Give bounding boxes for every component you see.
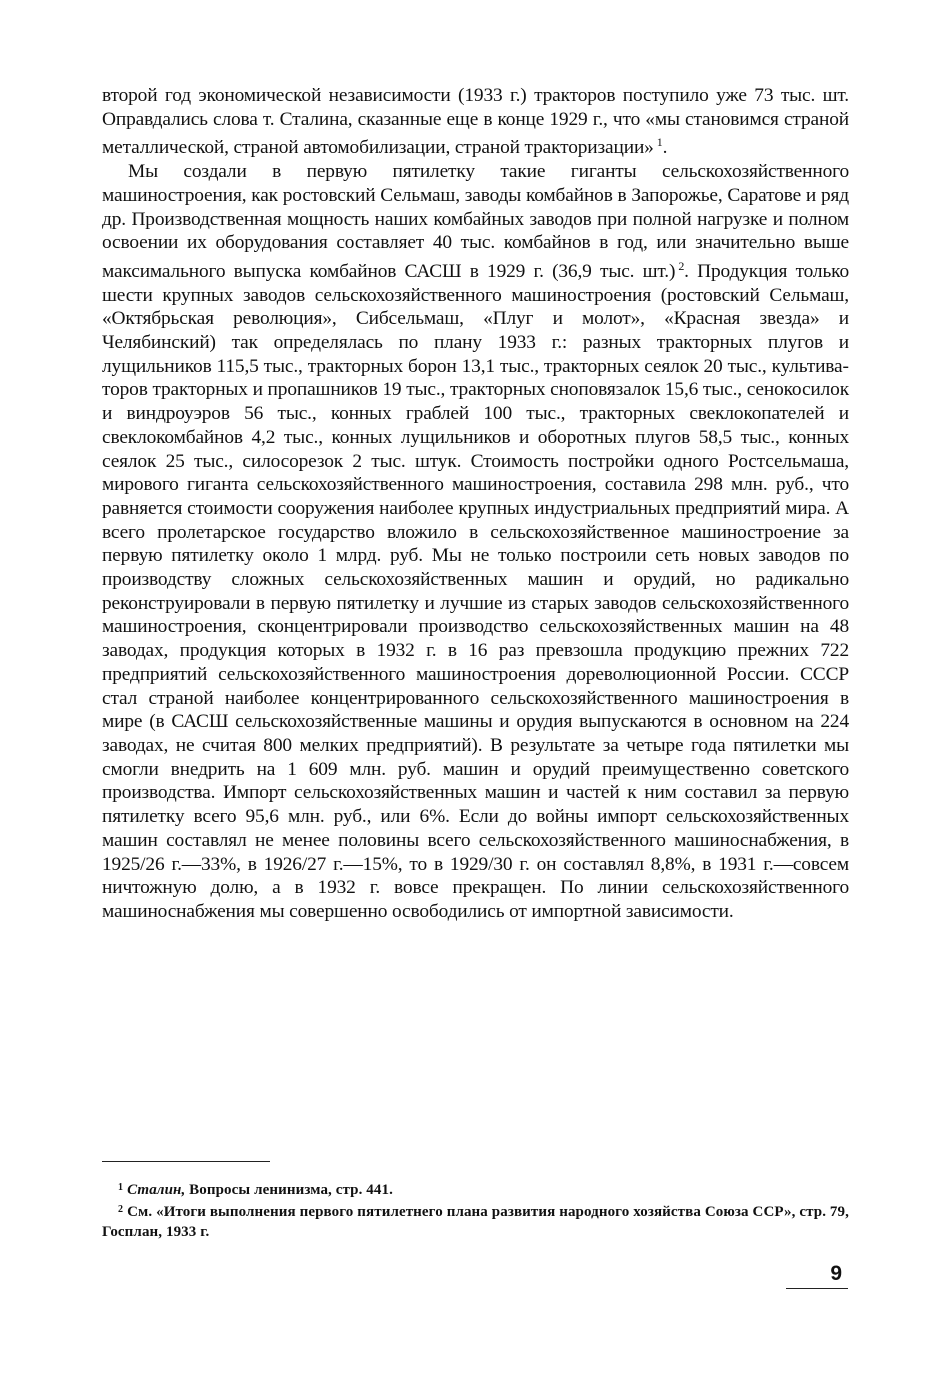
footnote-2 (102, 1200, 849, 1242)
main-text (102, 84, 849, 924)
footnote-1 (102, 1178, 849, 1200)
paragraph-2 (102, 160, 849, 924)
paragraph-2-text-b: . Продукция только шести крупных заводов сельскохозяйственного машиностроения (ростовский Сельмаш, «Октябрьская революция», Сибсельмаш, «Плуг и молот», «Красная звезда» и Челябинский) так определялась по плану 1933 г.: разных тракторных плугов и лущильников 115,5 тыс., тракторных борон 13,1 тыс., тракторных сеялок 20 тыс., культиваторов тракторных и пропашников 19 тыс., тракторных сноповязалок 15,6 тыс., сенокосилок и виндроуэров 56 тыс., конных граблей 100 тыс., тракторных свеклокопателей и свеклокомбайнов 4,2 тыс., конных лущильников и оборотных плугов 58,5 тыс., конных сеялок 25 тыс., силосорезок 2 тыс. штук. Стоимость постройки одного Ростсельмаша, мирового гиганта сельскохозяйственного машиностроения, составила 298 млн. руб., что равняется стоимости сооружения наиболее крупных индустриальных предприятий мира. А всего пролетарское государство вложило в сельскохозяйственное машиностроение за первую пятилетку около 1 млрд. руб. Мы не только построили сеть новых заводов по производству сложных сельскохозяйственных машин и орудий, но радикально реконструировали в первую пятилетку и лучшие из старых заводов сельскохозяйственного машиностроения, сконцентрировали производство сельскохозяйственных машин на 48 заводах, продукция которых в 1932 г. в 16 раз превзошла продукцию прежних 722 предприятий сельскохозяйственного машиностроения дореволюционной России. СССР стал страной наиболее концентрированного сельскохозяйственного машиностроения в мире (в САСШ сельскохозяйственные машины и орудия выпускаются в основном на 224 заводах, не считая 800 мелких предприятий). В результате за четыре года пятилетки мы смогли внедрить на 1 609 млн. руб. машин и орудий преимущественно советского производства. Импорт сельскохозяйственных машин и частей к ним составил за первую пятилетку всего 95,6 млн. руб., или 6%. Если до войны импорт сельскохозяйственных машин составлял не менее половины всего сельскохозяйственного машиноснабжения, в 1925/26 г.—33%, в 1926/27 г.—15%, то в 1929/30 г. он составлял 8,8%, в 1931 г.—совсем ничтожную долю, а в 1932 г. вовсе прекращен. По линии сельскохозяйственного машиноснабжения мы совершенно освободились от импортной зависимости. (102, 260, 849, 922)
paragraph-2-text-a: Мы создали в первую пятилетку такие гиганты сельскохозяйственного машиностроения, как ростовский Сельмаш, заводы комбайнов в Запорожье, Саратове и ряд др. Производственная мощность наших комбайных заводов при полной нагрузке и полном освоении их оборудования составляет 40 тыс. комбайнов в год, или значительно выше максимального выпуска комбайнов САСШ в 1929 г. (36,9 тыс. шт.) (102, 161, 849, 282)
paragraph-1-end: . (662, 137, 668, 159)
footnote-2-marker: 2 (118, 1204, 124, 1215)
footnote-2-text: См. «Итоги выполнения первого пятилетнего плана развития народного хозяйства Союза ССР», стр. 79, Госплан, 1933 г. (102, 1204, 849, 1240)
footnote-separator (102, 1161, 270, 1162)
paragraph-1 (102, 84, 849, 160)
footnote-ref-1[interactable]: 1 (656, 135, 663, 150)
paragraph-1-text: второй год экономической независимости (1933 г.) тракторов поступило уже 73 тыс. шт. Оправдались слова т. Сталина, сказанные еще в конце 1929 г., что «мы становимся страной металлической, страной автомобилизации, страной тракторизации» (102, 85, 849, 159)
page-number: 9 (786, 1262, 848, 1289)
footnote-1-author: Сталин, (127, 1182, 186, 1198)
footnotes (102, 1178, 849, 1242)
footnote-1-text: Вопросы ленинизма, стр. 441. (185, 1182, 393, 1198)
footnote-1-marker: 1 (118, 1182, 124, 1193)
footnote-ref-2[interactable]: 2 (678, 258, 685, 273)
